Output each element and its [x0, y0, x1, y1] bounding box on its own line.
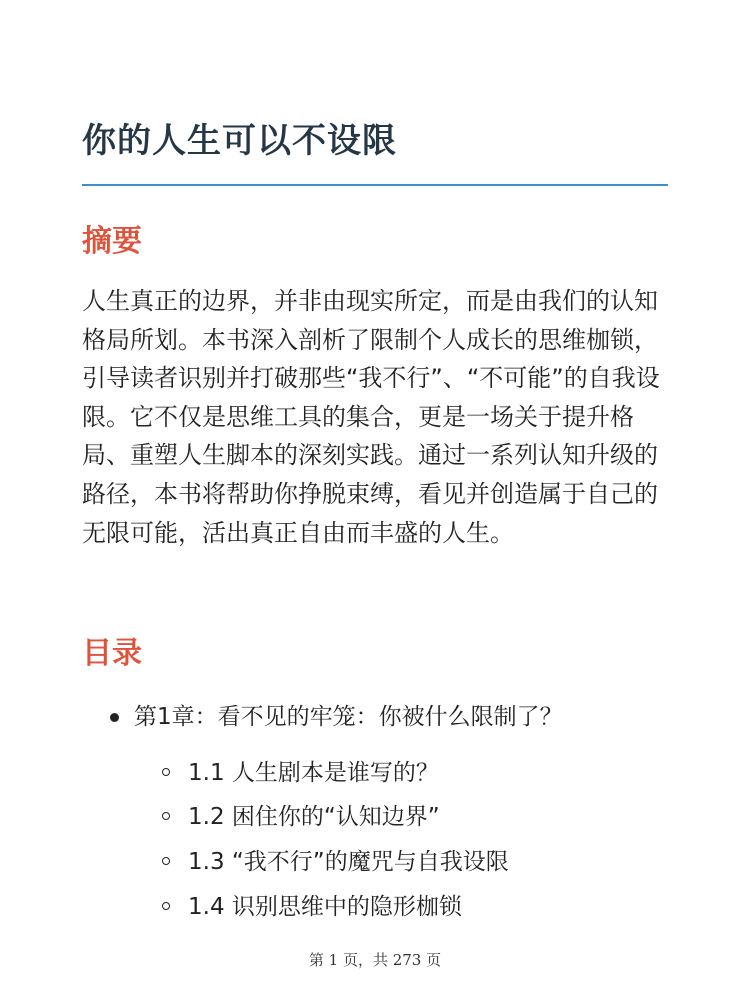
toc-section-label: 1.2 困住你的“认知边界” — [188, 804, 440, 830]
bullet-circle-icon — [162, 902, 170, 910]
toc-chapter-label: 第1章：看不见的牢笼：你被什么限制了？ — [134, 704, 563, 730]
bullet-circle-icon — [162, 812, 170, 820]
title-divider — [82, 184, 668, 186]
bullet-circle-icon — [162, 857, 170, 865]
toc-section-label: 1.1 人生剧本是谁写的？ — [188, 760, 439, 786]
toc-section-label: 1.4 识别思维中的隐形枷锁 — [188, 894, 462, 920]
abstract-heading: 摘要 — [82, 224, 142, 259]
bullet-circle-icon — [162, 768, 170, 776]
page-number-footer: 第 1 页，共 273 页 — [308, 951, 442, 969]
toc-section-label: 1.3 “我不行”的魔咒与自我设限 — [188, 849, 509, 875]
page-title: 你的人生可以不设限 — [82, 121, 397, 161]
toc-heading: 目录 — [82, 636, 142, 671]
bullet-disc-icon — [110, 713, 119, 722]
abstract-text: 人生真正的边界，并非由现实所定，而是由我们的认知格局所划。本书深入剖析了限制个人成长的思维枷锁，引导读者识别并打破那些“我不行”、“不可能”的自我设限。它不仅是思维工具的集合，更是一场关于提升格局、重塑人生脚本的深刻实践。通过一系列认知升级的路径，本书将帮助你挣脱束缚，看见并创造属于自己的无限可能，活出真正自由而丰盛的人生。 — [82, 287, 660, 547]
